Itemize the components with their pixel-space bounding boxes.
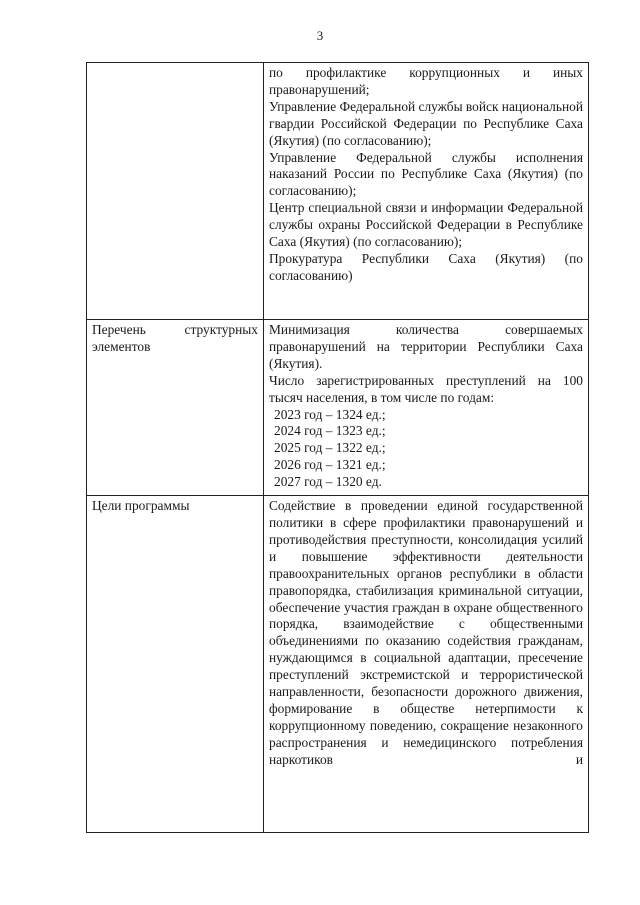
row-label [87,63,264,320]
executors-cell [264,63,589,320]
structure-cell [264,320,589,496]
year-indicator: 2027 год – 1320 ед. [274,474,382,490]
table-row [87,63,589,320]
year-indicator: 2026 год – 1321 ед.; [274,457,386,473]
year-indicator: 2025 год – 1322 ед.; [274,440,386,456]
row-label-structure: Перечень структурных элементов [87,320,264,496]
structure-paragraph: Число зарегистрированных преступлений на 100 тысяч населения, в том числе по годам: [269,372,583,405]
executors-paragraph: Управление Федеральной службы войск национальной гвардии Российской Федерации по Республике Саха (Якутия) (по согласованию); [269,98,583,148]
year-indicator: 2024 год – 1323 ед.; [274,423,386,439]
executors-paragraph: по профилактике коррупционных и иных правонарушений; [269,65,583,97]
structure-paragraph: Минимизация количества совершаемых правонарушений на территории Республики Саха (Якутия). [269,322,583,371]
executors-paragraph: Управление Федеральной службы исполнения наказаний России по Республике Саха (Якутия) (по согласованию); [269,149,583,199]
program-passport-table [86,62,589,833]
executors-paragraph: Прокуратура Республики Саха (Якутия) (по согласованию) [269,250,583,283]
table-row [87,320,589,496]
goals-text: Содействие в проведении единой государственной политики в сфере профилактики правонарушений и противодействия преступности, консолидация усилий и повышение эффективности деятельности правоохранительных органов республики в области правопорядка, стабилизация криминальной ситуации, обеспечение участия граждан в охране общественного порядка, взаимодействие с общественными объединениями по оказанию содействия гражданам, нуждающимся в социальной адаптации, пресечение преступлений экстремистской и террористической направленности, безопасности дорожного движения, формирование в обществе нетерпимости к коррупционному поведению, сокращение незаконного распространения и немедицинского потребления наркотиков и [264,496,589,833]
row-label-goals: Цели программы [87,496,264,833]
page-number: 3 [316,28,324,43]
year-indicator: 2023 год – 1324 ед.; [274,406,386,422]
table-row [87,496,589,833]
executors-paragraph: Центр специальной связи и информации Федеральной службы охраны Российской Федерации в Республике Саха (Якутия) (по согласованию); [269,200,583,250]
